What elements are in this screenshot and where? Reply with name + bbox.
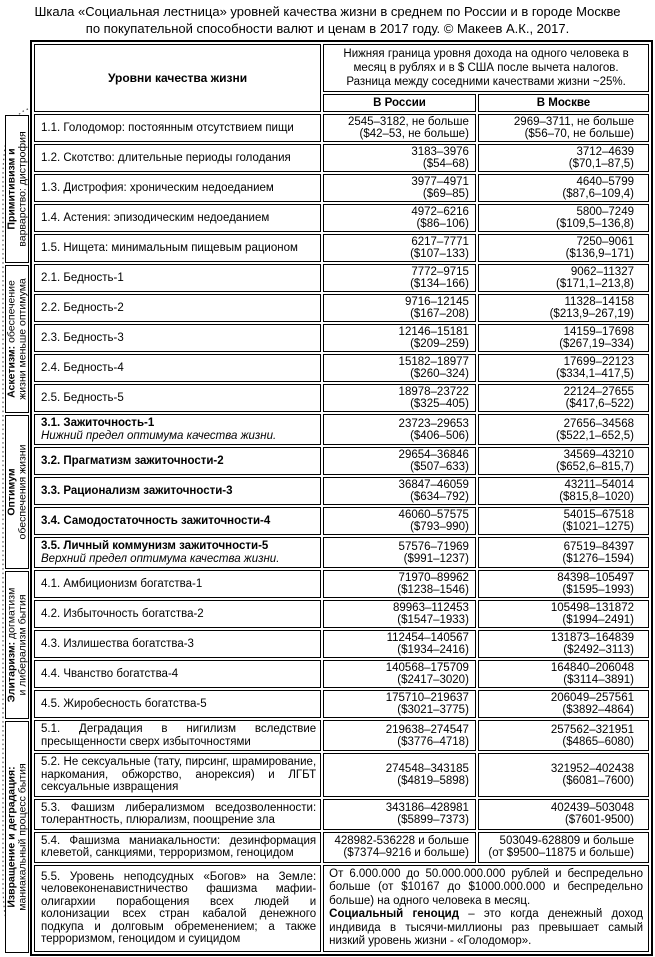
table-row	[34, 204, 649, 232]
moscow-value-cell: 34569–43210 ($652,6–815,7)	[478, 447, 649, 475]
level-label-cell: 2.1. Бедность-1	[34, 264, 321, 292]
level-label-cell: 3.3. Рационализм зажиточности-3	[34, 477, 321, 505]
table-row	[34, 234, 649, 262]
level-label-cell: 1.4. Астения: эпизодическим недоеданием	[34, 204, 321, 232]
moscow-value-cell: 131873–164839 ($2492–3113)	[478, 630, 649, 658]
page-title	[0, 0, 655, 37]
moscow-value-cell: 257562–321951 ($4865–6080)	[478, 720, 649, 751]
russia-value-cell: 2545–3182, не больше ($42–53, не больше)	[323, 114, 476, 142]
group-label: Аскетизм: обеспечение жизни меньше оптимума	[5, 265, 29, 413]
table-row	[34, 570, 649, 598]
russia-value-cell: 89963–112453 ($1547–1933)	[323, 600, 476, 628]
table-row	[34, 753, 649, 797]
level-label-cell: 3.2. Прагматизм зажиточности-2	[34, 447, 321, 475]
moscow-value-cell: 9062–11327 ($171,1–213,8)	[478, 264, 649, 292]
main-table	[30, 40, 653, 956]
table-row	[34, 114, 649, 142]
table-row	[34, 174, 649, 202]
level-label-cell: 1.2. Скотство: длительные периоды голодания	[34, 144, 321, 172]
russia-column-header: В России	[323, 94, 476, 112]
level-label-cell: 3.1. Зажиточность-1 Нижний предел оптимума качества жизни.	[34, 414, 321, 445]
table-row	[34, 447, 649, 475]
level-label-cell: 5.1. Деградация в нигилизм вследствие пресыщенности сверх избыточностями	[34, 720, 321, 751]
income-description-cell: Нижняя граница уровня дохода на одного человека в месяц в рублях и в $ США после вычета налогов. Разница между соседними качествами жизни ~25%.	[323, 44, 649, 92]
levels-header-cell: Уровни качества жизни	[34, 44, 321, 112]
table-row	[34, 414, 649, 445]
table-row	[34, 537, 649, 568]
group-label: Примитивизм и варварство: дистрофия	[5, 115, 29, 263]
table-row	[34, 264, 649, 292]
russia-value-cell: 112454–140567 ($1934–2416)	[323, 630, 476, 658]
level-label-cell: 5.4. Фашизма маниакальности: дезинформация клеветой, санкциями, терроризмом, геноцидом	[34, 832, 321, 863]
moscow-value-cell: 84398–105497 ($1595–1993)	[478, 570, 649, 598]
level-label-cell: 2.3. Бедность-3	[34, 324, 321, 352]
russia-value-cell: 274548–343185 ($4819–5898)	[323, 753, 476, 797]
table-row	[34, 294, 649, 322]
table-layout	[0, 40, 655, 956]
level-label-cell: 1.3. Дистрофия: хроническим недоеданием	[34, 174, 321, 202]
russia-value-cell: 4972–6216 ($86–106)	[323, 204, 476, 232]
russia-value-cell: 71970–89962 ($1238–1546)	[323, 570, 476, 598]
russia-value-cell: 9716–12145 ($167–208)	[323, 294, 476, 322]
moscow-value-cell: 206049–257561 ($3892–4864)	[478, 690, 649, 718]
table-row	[34, 720, 649, 751]
page-title-line1: Шкала «Социальная лестница» уровней качества жизни в среднем по России и в городе Москве	[34, 4, 621, 19]
russia-value-cell: 23723–29653 ($406–506)	[323, 414, 476, 445]
moscow-value-cell: 27656–34568 ($522,1–652,5)	[478, 414, 649, 445]
russia-value-cell: 175710–219637 ($3021–3775)	[323, 690, 476, 718]
table-row	[34, 144, 649, 172]
moscow-value-cell: 11328–14158 ($213,9–267,19)	[478, 294, 649, 322]
level-label-cell: 4.1. Амбиционизм богатства-1	[34, 570, 321, 598]
russia-value-cell: 343186–428981 ($5899–7373)	[323, 799, 476, 830]
page-title-line2: по покупательной способности валют и ценам в 2017 году. © Макеев А.К., 2017.	[85, 21, 570, 36]
header-row	[34, 44, 649, 92]
level-label-cell: 2.5. Бедность-5	[34, 384, 321, 412]
russia-value-cell: 15182–18977 ($260–324)	[323, 354, 476, 382]
russia-value-cell: 36847–46059 ($634–792)	[323, 477, 476, 505]
level-label-cell: 4.3. Излишества богатства-3	[34, 630, 321, 658]
level-label-cell: 2.2. Бедность-2	[34, 294, 321, 322]
russia-value-cell: 3183–3976 ($54–68)	[323, 144, 476, 172]
moscow-value-cell: 43211–54014 ($815,8–1020)	[478, 477, 649, 505]
group-label: Оптимум обеспечения жизни	[5, 415, 29, 569]
russia-value-cell: 12146–15181 ($209–259)	[323, 324, 476, 352]
table-row	[34, 507, 649, 535]
level-label-cell: 5.5. Уровень неподсудных «Богов» на Земле: человеконенавистничество фашизма мафии-олигархии порабощения всех людей и колонизации всех стран кабалой денежного подкупа и долговым обременением; а также терроризмом, геноцидом и суицидом	[34, 865, 321, 952]
moscow-value-cell: 105498–131872 ($1994–2491)	[478, 600, 649, 628]
level-label-cell: 4.2. Избыточность богатства-2	[34, 600, 321, 628]
table-row	[34, 799, 649, 830]
moscow-value-cell: 67519–84397 ($1276–1594)	[478, 537, 649, 568]
level-label-cell: 3.4. Самодостаточность зажиточности-4	[34, 507, 321, 535]
table-row	[34, 384, 649, 412]
moscow-value-cell: 503049-628809 и больше (от $9500–11875 и больше)	[478, 832, 649, 863]
russia-value-cell: 29654–36846 ($507–633)	[323, 447, 476, 475]
moscow-value-cell: 402439–503048 ($7601-9500)	[478, 799, 649, 830]
table-row	[34, 354, 649, 382]
russia-value-cell: 57576–71969 ($991–1237)	[323, 537, 476, 568]
moscow-value-cell: 2969–3711, не больше ($56–70, не больше)	[478, 114, 649, 142]
table-row	[34, 865, 649, 952]
level-sublabel: Верхний предел оптимума качества жизни.	[41, 552, 280, 565]
moscow-value-cell: 5800–7249 ($109,5–136,8)	[478, 204, 649, 232]
russia-value-cell: 7772–9715 ($134–166)	[323, 264, 476, 292]
moscow-value-cell: 17699–22123 ($334,1–417,5)	[478, 354, 649, 382]
russia-value-cell: 46060–57575 ($793–990)	[323, 507, 476, 535]
russia-value-cell: 219638–274547 ($3776–4718)	[323, 720, 476, 751]
table-row	[34, 690, 649, 718]
moscow-value-cell: 3712–4639 ($70,1–87,5)	[478, 144, 649, 172]
moscow-value-cell: 164840–206048 ($3114–3891)	[478, 660, 649, 688]
merged-note-cell: От 6.000.000 до 50.000.000.000 рублей и беспредельно больше (от $10167 до $1000.000.000 и беспредельно больше) на одного человека в месяц. Социальный геноцид – это когда денежный доход индивида в тысячи-миллионы раз превышает самый низкий уровень жизни - «Голодомор».	[323, 865, 649, 952]
table-row	[34, 477, 649, 505]
russia-value-cell: 6217–7771 ($107–133)	[323, 234, 476, 262]
russia-value-cell: 18978–23722 ($325–405)	[323, 384, 476, 412]
table-row	[34, 660, 649, 688]
level-label-cell: 5.2. Не сексуальные (тату, пирсинг, шрамирование, наркомания, обжорство, анорексия) и ЛГБТ сексуальные извращения	[34, 753, 321, 797]
russia-value-cell: 428982-536228 и больше ($7374–9216 и больше)	[323, 832, 476, 863]
level-label-cell: 4.5. Жиробесность богатства-5	[34, 690, 321, 718]
group-label: Элитаризм: догматизм и либерализм бытия	[5, 571, 29, 719]
level-sublabel: Нижний предел оптимума качества жизни.	[41, 429, 277, 442]
level-label-cell: 1.1. Голодомор: постоянным отсутствием пищи	[34, 114, 321, 142]
table-row	[34, 600, 649, 628]
level-label-cell: 1.5. Нищета: минимальным пищевым рационом	[34, 234, 321, 262]
moscow-value-cell: 7250–9061 ($136,9–171)	[478, 234, 649, 262]
level-label-cell: 5.3. Фашизм либерализмом вседозволенности: толерантность, плюрализм, поощрение зла	[34, 799, 321, 830]
moscow-value-cell: 4640–5799 ($87,6–109,4)	[478, 174, 649, 202]
moscow-column-header: В Москве	[478, 94, 649, 112]
group-label: Извращение и деградация: маниакальный процесс бытия	[5, 721, 29, 953]
moscow-value-cell: 54015–67518 ($1021–1275)	[478, 507, 649, 535]
russia-value-cell: 140568–175709 ($2417–3020)	[323, 660, 476, 688]
level-label-cell: 4.4. Чванство богатства-4	[34, 660, 321, 688]
level-label-cell: 2.4. Бедность-4	[34, 354, 321, 382]
moscow-value-cell: 22124–27655 ($417,6–522)	[478, 384, 649, 412]
table-row	[34, 324, 649, 352]
table-row	[34, 832, 649, 863]
table-row	[34, 630, 649, 658]
level-label-cell: 3.5. Личный коммунизм зажиточности-5 Верхний предел оптимума качества жизни.	[34, 537, 321, 568]
moscow-value-cell: 14159–17698 ($267,19–334)	[478, 324, 649, 352]
russia-value-cell: 3977–4971 ($69–85)	[323, 174, 476, 202]
moscow-value-cell: 321952–402438 ($6081–7600)	[478, 753, 649, 797]
